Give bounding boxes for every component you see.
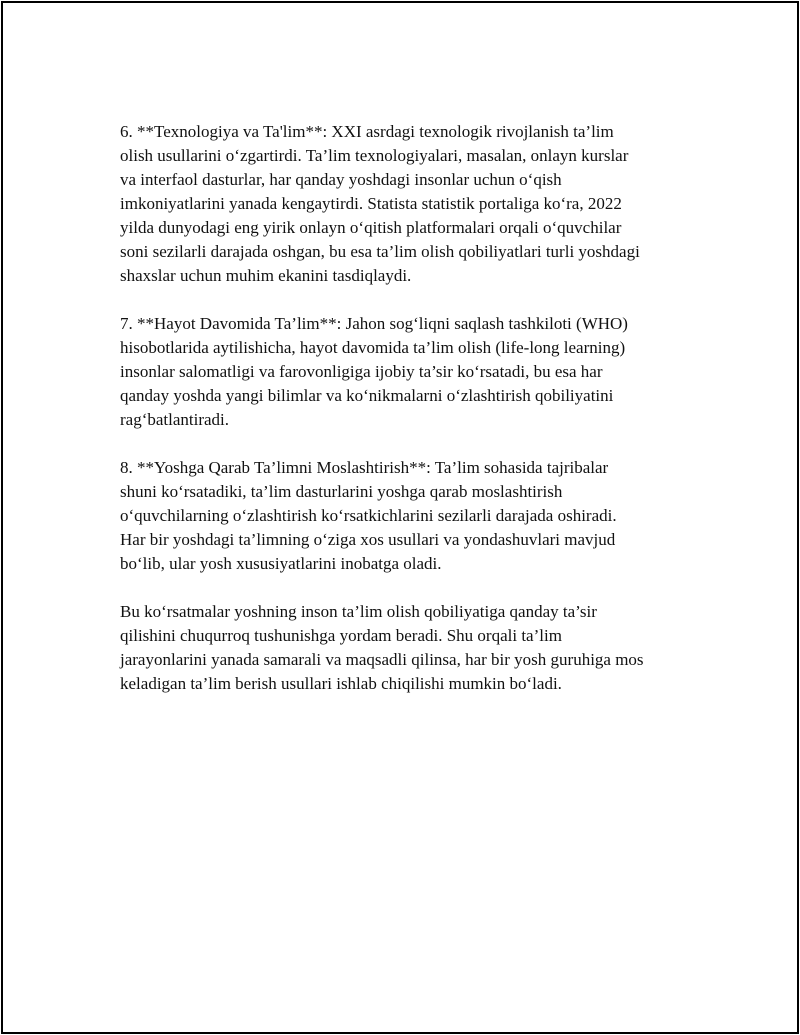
text-line: olish usullarini o‘zgartirdi. Ta’lim texnologiyalari, masalan, onlayn kurslar <box>120 146 629 165</box>
text-line: yilda dunyodagi eng yirik onlayn o‘qitish platformalari orqali o‘quvchilar <box>120 218 622 237</box>
text-line: insonlar salomatligi va farovonligiga ijobiy ta’sir ko‘rsatadi, bu esa har <box>120 362 603 381</box>
text-line: 7. **Hayot Davomida Ta’lim**: Jahon sog‘liqni saqlash tashkiloti (WHO) <box>120 314 628 333</box>
text-line: Bu ko‘rsatmalar yoshning inson ta’lim olish qobiliyatiga qanday ta’sir <box>120 602 597 621</box>
text-line: o‘quvchilarning o‘zlashtirish ko‘rsatkichlarini sezilarli darajada oshiradi. <box>120 506 617 525</box>
text-line: Har bir yoshdagi ta’limning o‘ziga xos usullari va yondashuvlari mavjud <box>120 530 616 549</box>
text-line: rag‘batlantiradi. <box>120 410 230 429</box>
text-line: 6. **Texnologiya va Ta'lim**: XXI asrdagi texnologik rivojlanish ta’lim <box>120 122 614 141</box>
text-line: qilishini chuqurroq tushunishga yordam beradi. Shu orqali ta’lim <box>120 626 562 645</box>
text-line: imkoniyatlarini yanada kengaytirdi. Statista statistik portaliga ko‘ra, 2022 <box>120 194 622 213</box>
text-line: hisobotlarida aytilishicha, hayot davomida ta’lim olish (life-long learning) <box>120 338 626 357</box>
text-line: soni sezilarli darajada oshgan, bu esa ta’lim olish qobiliyatlari turli yoshdagi <box>120 242 640 261</box>
text-line: shuni ko‘rsatadiki, ta’lim dasturlarini yoshga qarab moslashtirish <box>120 482 563 501</box>
text-line: qanday yoshda yangi bilimlar va ko‘nikmalarni o‘zlashtirish qobiliyatini <box>120 386 614 405</box>
text-line: bo‘lib, ular yosh xususiyatlarini inobatga oladi. <box>120 554 442 573</box>
paragraph-age-adapted-education <box>120 456 700 576</box>
paragraph-lifelong-education <box>120 312 700 432</box>
text-line: jarayonlarini yanada samarali va maqsadli qilinsa, har bir yosh guruhiga mos <box>120 650 644 669</box>
paragraph-conclusion <box>120 600 700 696</box>
text-line: 8. **Yoshga Qarab Ta’limni Moslashtirish**: Ta’lim sohasida tajribalar <box>120 458 609 477</box>
text-line: keladigan ta’lim berish usullari ishlab chiqilishi mumkin bo‘ladi. <box>120 674 562 693</box>
text-line: shaxslar uchun muhim ekanini tasdiqlaydi. <box>120 266 412 285</box>
document-page <box>1 1 799 1034</box>
document-body <box>120 120 700 720</box>
paragraph-technology-education <box>120 120 700 288</box>
text-line: va interfaol dasturlar, har qanday yoshdagi insonlar uchun o‘qish <box>120 170 562 189</box>
